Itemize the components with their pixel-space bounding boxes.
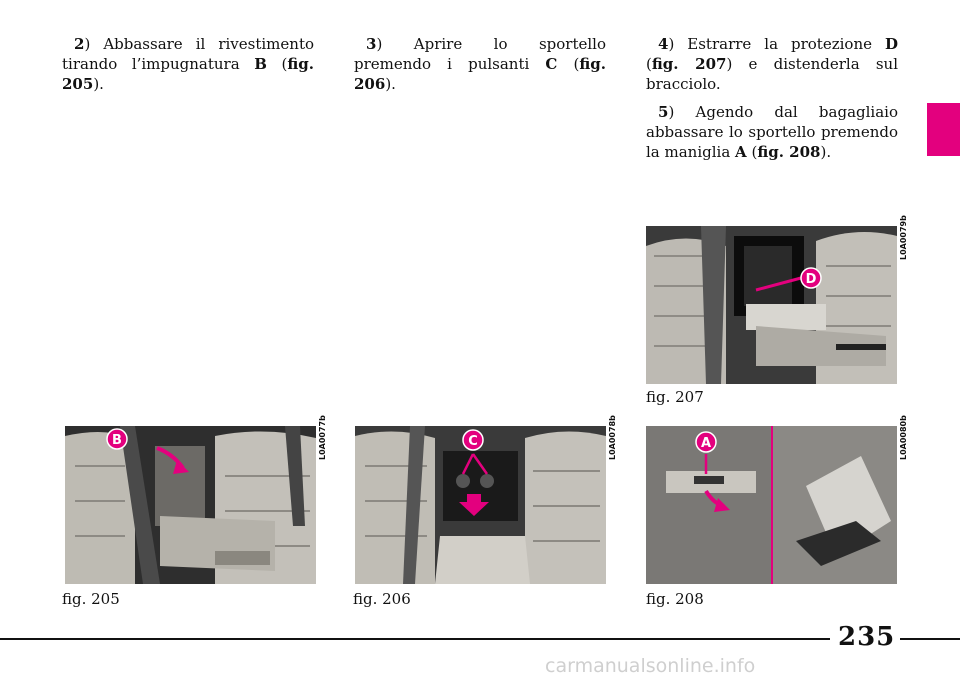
footer-rule-right xyxy=(900,638,960,640)
section-tab xyxy=(927,103,960,156)
figure-207-code: L0A0079b xyxy=(899,215,908,260)
figure-208-caption: fig. 208 xyxy=(646,590,704,608)
figure-206-code: L0A0078b xyxy=(608,415,617,460)
figure-207-photo xyxy=(646,226,897,384)
bold-run: fig. 208 xyxy=(757,143,821,161)
figure-208-callout: A xyxy=(700,436,712,451)
bold-run: 4 xyxy=(658,35,669,53)
bold-run: fig. 206 xyxy=(354,55,606,93)
bold-run: A xyxy=(735,143,747,161)
text-column-2 xyxy=(354,34,606,102)
text-run: ) e distenderla sul bracciolo. xyxy=(646,55,898,93)
text-run: ) Estrarre la protezione xyxy=(668,35,885,53)
figure-206-photo xyxy=(355,426,606,584)
figure-205-callout: B xyxy=(112,433,122,448)
text-run: ( xyxy=(557,55,580,73)
figure-207-callout: D xyxy=(805,272,817,287)
paragraph xyxy=(62,34,314,94)
bold-run: 2 xyxy=(74,35,85,53)
page-number: 235 xyxy=(838,622,896,652)
bold-run: D xyxy=(884,35,898,53)
paragraph xyxy=(646,102,898,162)
paragraph xyxy=(354,34,606,94)
text-run: ). xyxy=(385,75,396,93)
text-run: ( xyxy=(266,55,288,73)
bold-run: C xyxy=(545,55,558,73)
figure-208-photo xyxy=(646,426,897,584)
figure-206-caption: fig. 206 xyxy=(353,590,411,608)
text-column-3 xyxy=(646,34,898,170)
figure-207-caption: fig. 207 xyxy=(646,388,704,406)
watermark[interactable]: carmanualsonline.info xyxy=(545,655,756,677)
figure-205-code: L0A0077b xyxy=(318,415,327,460)
bold-run: fig. 207 xyxy=(651,55,727,73)
text-run: ) Aprire lo sportello premendo i pulsanti xyxy=(354,35,606,73)
text-run: ). xyxy=(93,75,104,93)
text-run: ) Agendo dal bagagliaio abbassare lo sportello premendo la maniglia xyxy=(646,103,898,161)
text-run: ). xyxy=(820,143,832,161)
text-column-1 xyxy=(62,34,314,102)
text-run: ( xyxy=(746,143,758,161)
figure-205-caption: fig. 205 xyxy=(62,590,120,608)
text-run: ) Abbassare il rivestimento tirando l’impugnatura xyxy=(62,35,314,73)
figure-208-code: L0A0080b xyxy=(899,415,908,460)
bold-run: 5 xyxy=(658,103,669,121)
text-run: ( xyxy=(646,55,652,73)
paragraph xyxy=(646,34,898,94)
bold-run: 3 xyxy=(366,35,377,53)
bold-run: B xyxy=(254,55,267,73)
footer-rule-left xyxy=(0,638,830,640)
bold-run: fig. 205 xyxy=(62,55,314,93)
figure-205-photo xyxy=(65,426,316,584)
figure-206-callout: C xyxy=(468,434,478,449)
